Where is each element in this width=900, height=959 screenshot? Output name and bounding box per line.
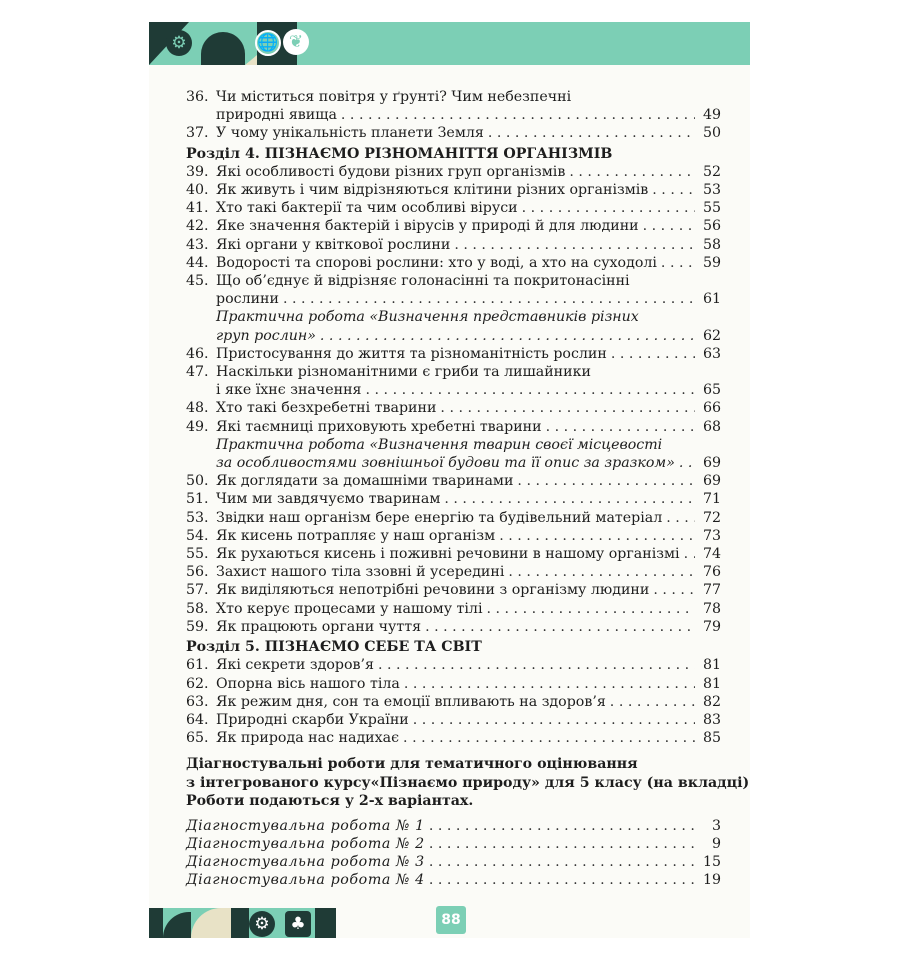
entry-title: груп рослин» bbox=[216, 327, 316, 344]
toc-entry[interactable] bbox=[186, 199, 721, 217]
entry-number: 49. bbox=[186, 418, 209, 435]
dot-leader bbox=[425, 817, 695, 835]
entry-title: Як доглядати за домашніми тваринами bbox=[216, 473, 514, 490]
section-heading: Розділ 4. ПІЗНАЄМО РІЗНОМАНІТТЯ ОРГАНІЗМІВ bbox=[186, 145, 613, 162]
entry-title: за особливостями зовнішньої будови та її опис за зразком» bbox=[216, 455, 675, 472]
entry-number: 64. bbox=[186, 711, 209, 728]
entry-page: 81 bbox=[702, 657, 721, 674]
entry-title: Яке значення бактерій і вірусів у природі й для людини bbox=[216, 218, 639, 235]
entry-page: 9 bbox=[711, 836, 721, 853]
entry-number: 62. bbox=[186, 675, 209, 692]
entry-title: Звідки наш організм бере енергію та будівельний матеріал bbox=[216, 509, 663, 526]
entry-title: У чому унікальність планети Земля bbox=[216, 125, 484, 142]
deco-shape bbox=[163, 912, 191, 938]
tree-icon: ♣ bbox=[285, 911, 311, 937]
dot-leader bbox=[374, 656, 695, 674]
entry-page: 3 bbox=[711, 817, 721, 834]
entry-number: 41. bbox=[186, 200, 209, 217]
toc-entry[interactable] bbox=[186, 581, 721, 599]
globe-icon: 🌐 bbox=[255, 30, 281, 56]
toc-entry[interactable] bbox=[186, 272, 721, 290]
toc-entry[interactable] bbox=[186, 88, 721, 106]
dot-leader bbox=[542, 418, 695, 436]
diagnostic-list bbox=[186, 817, 721, 890]
practical-work-entry[interactable] bbox=[186, 436, 721, 454]
dot-leader bbox=[606, 693, 695, 711]
deco-shape bbox=[315, 908, 336, 938]
entry-page: 76 bbox=[702, 564, 721, 581]
dot-leader bbox=[680, 545, 695, 563]
toc-entry[interactable] bbox=[186, 600, 721, 618]
toc-entry[interactable] bbox=[186, 693, 721, 711]
toc-entry[interactable] bbox=[186, 527, 721, 545]
entry-title: Як живуть і чим відрізняються клітини різних організмів bbox=[216, 182, 649, 199]
entry-page: 72 bbox=[702, 509, 721, 526]
toc-entry[interactable] bbox=[186, 418, 721, 436]
toc-entry[interactable] bbox=[186, 124, 721, 142]
entry-number: 36. bbox=[186, 89, 209, 105]
toc-entry[interactable] bbox=[186, 545, 721, 563]
dot-leader bbox=[565, 163, 695, 181]
entry-page: 66 bbox=[702, 400, 721, 417]
diagnostic-heading bbox=[186, 755, 750, 811]
dot-leader bbox=[436, 399, 695, 417]
toc-entry[interactable] bbox=[186, 399, 721, 417]
entry-page: 77 bbox=[702, 582, 721, 599]
entry-page: 49 bbox=[702, 107, 721, 124]
entry-title: Діагностувальна робота № 2 bbox=[186, 836, 425, 853]
entry-number: 63. bbox=[186, 693, 209, 710]
entry-title: Як природа нас надихає bbox=[216, 730, 400, 747]
toc-entry[interactable] bbox=[186, 675, 721, 693]
entry-page: 63 bbox=[702, 345, 721, 362]
entry-number: 42. bbox=[186, 218, 209, 235]
entry-page: 58 bbox=[702, 236, 721, 253]
dot-leader bbox=[649, 581, 695, 599]
entry-page: 52 bbox=[702, 163, 721, 180]
dot-leader bbox=[421, 618, 695, 636]
toc-entry[interactable] bbox=[186, 656, 721, 674]
entry-title: Захист нашого тіла ззовні й усередині bbox=[216, 564, 505, 581]
dot-leader bbox=[362, 381, 695, 399]
entry-title: Як працюють органи чуття bbox=[216, 618, 422, 635]
toc-entry[interactable] bbox=[186, 163, 721, 181]
toc-entry[interactable] bbox=[186, 472, 721, 490]
entry-page: 55 bbox=[702, 200, 721, 217]
entry-page: 68 bbox=[702, 418, 721, 435]
toc-entry[interactable] bbox=[186, 345, 721, 363]
entry-title: Діагностувальна робота № 3 bbox=[186, 854, 425, 871]
dot-leader bbox=[662, 509, 695, 527]
toc-entry[interactable] bbox=[186, 618, 721, 636]
entry-title: Практична робота «Визначення представників різних bbox=[216, 309, 639, 326]
entry-title: Як режим дня, сон та емоції впливають на здоров’я bbox=[216, 693, 606, 710]
toc-entry[interactable] bbox=[186, 563, 721, 581]
entry-page: 53 bbox=[702, 182, 721, 199]
entry-page: 19 bbox=[702, 872, 721, 889]
entry-number: 58. bbox=[186, 600, 209, 617]
entry-page: 83 bbox=[702, 711, 721, 728]
entry-title: Чим ми завдячуємо тваринам bbox=[216, 491, 441, 508]
entry-number: 48. bbox=[186, 400, 209, 417]
entry-title: Діагностувальна робота № 1 bbox=[186, 817, 425, 834]
dot-leader bbox=[657, 254, 695, 272]
entry-number: 50. bbox=[186, 473, 209, 490]
gear-icon: ⚙ bbox=[249, 911, 275, 937]
entry-page: 81 bbox=[702, 675, 721, 692]
leaf-icon: ❦ bbox=[283, 29, 309, 55]
diagnostic-heading-line: Роботи подаються у 2-х варіантах. bbox=[186, 793, 474, 810]
gear-icon: ⚙ bbox=[166, 30, 192, 56]
entry-page: 50 bbox=[702, 125, 721, 142]
dot-leader bbox=[675, 454, 695, 472]
dot-leader bbox=[495, 527, 695, 545]
toc-entry[interactable] bbox=[186, 236, 721, 254]
entry-title: рослини bbox=[216, 291, 279, 308]
entry-number: 65. bbox=[186, 730, 209, 747]
entry-number: 51. bbox=[186, 491, 209, 508]
toc-entry[interactable] bbox=[186, 490, 721, 508]
dot-leader bbox=[518, 199, 695, 217]
page-number: 88 bbox=[436, 906, 466, 934]
entry-title: Чи міститься повітря у ґрунті? Чим небезпечні bbox=[216, 89, 572, 105]
dot-leader bbox=[440, 490, 695, 508]
toc-entry-continued[interactable] bbox=[186, 454, 721, 472]
toc-entry[interactable] bbox=[186, 729, 721, 747]
entry-title: Які органи у квіткової рослини bbox=[216, 236, 451, 253]
deco-shape bbox=[231, 908, 249, 938]
dot-leader bbox=[409, 711, 695, 729]
entry-page: 59 bbox=[702, 254, 721, 271]
deco-shape bbox=[191, 908, 231, 938]
dot-leader bbox=[504, 563, 695, 581]
entry-number: 43. bbox=[186, 236, 209, 253]
entry-page: 56 bbox=[702, 218, 721, 235]
entry-page: 82 bbox=[702, 693, 721, 710]
diagnostic-entry[interactable] bbox=[186, 835, 721, 853]
entry-number: 45. bbox=[186, 273, 209, 290]
entry-number: 39. bbox=[186, 163, 209, 180]
entry-title: Практична робота «Визначення тварин своєї місцевості bbox=[216, 436, 663, 453]
dot-leader bbox=[425, 835, 695, 853]
dot-leader bbox=[400, 675, 695, 693]
entry-page: 61 bbox=[702, 291, 721, 308]
entry-number: 55. bbox=[186, 546, 209, 563]
entry-page: 62 bbox=[702, 327, 721, 344]
entry-number: 47. bbox=[186, 364, 209, 381]
entry-title: Які особливості будови різних груп організмів bbox=[216, 163, 566, 180]
entry-number: 40. bbox=[186, 182, 209, 199]
entry-page: 69 bbox=[702, 455, 721, 472]
toc-entry[interactable] bbox=[186, 217, 721, 235]
practical-work-entry[interactable] bbox=[186, 308, 721, 326]
entry-page: 73 bbox=[702, 527, 721, 544]
entry-title: Які секрети здоров’я bbox=[216, 657, 374, 674]
entry-page: 78 bbox=[702, 600, 721, 617]
header-decoration bbox=[149, 22, 750, 65]
entry-page: 85 bbox=[702, 730, 721, 747]
toc-entry[interactable] bbox=[186, 711, 721, 729]
diagnostic-entry[interactable] bbox=[186, 853, 721, 871]
entry-title: Які таємниці приховують хребетні тварини bbox=[216, 418, 542, 435]
deco-shape bbox=[149, 908, 163, 938]
dot-leader bbox=[513, 472, 695, 490]
entry-page: 71 bbox=[702, 491, 721, 508]
entry-page: 15 bbox=[702, 854, 721, 871]
entry-title: Опорна вісь нашого тіла bbox=[216, 675, 400, 692]
entry-title: Діагностувальна робота № 4 bbox=[186, 872, 425, 889]
entry-page: 74 bbox=[702, 546, 721, 563]
toc-entry-continued[interactable] bbox=[186, 327, 721, 345]
table-of-contents bbox=[186, 88, 750, 890]
entry-title: Пристосування до життя та різноманітність рослин bbox=[216, 345, 607, 362]
toc-entry[interactable] bbox=[186, 254, 721, 272]
dot-leader bbox=[639, 217, 695, 235]
entry-title: Як кисень потрапляє у наш організм bbox=[216, 527, 496, 544]
toc-entry[interactable] bbox=[186, 181, 721, 199]
dot-leader bbox=[279, 290, 695, 308]
section-heading: Розділ 5. ПІЗНАЄМО СЕБЕ ТА СВІТ bbox=[186, 639, 482, 656]
entry-page: 79 bbox=[702, 618, 721, 635]
entry-title: Хто такі бактерії та чим особливі віруси bbox=[216, 200, 518, 217]
entry-title: Як рухаються кисень і поживні речовини в нашому організмі bbox=[216, 546, 680, 563]
diagnostic-heading-line: з інтегрованого курсу«Пізнаємо природу» для 5 класу (на вкладці) bbox=[186, 774, 750, 791]
deco-shape bbox=[201, 32, 245, 65]
entry-title: Водорості та спорові рослини: хто у воді, а хто на суходолі bbox=[216, 254, 657, 271]
dot-leader bbox=[425, 853, 695, 871]
dot-leader bbox=[399, 729, 695, 747]
entry-title: Що об’єднує й відрізняє голонасінні та покритонасінні bbox=[216, 273, 630, 290]
toc-entry[interactable] bbox=[186, 509, 721, 527]
entry-number: 44. bbox=[186, 254, 209, 271]
toc-entry-continued[interactable] bbox=[186, 106, 721, 124]
entry-title: Хто такі безхребетні тварини bbox=[216, 400, 437, 417]
entry-number: 59. bbox=[186, 618, 209, 635]
entry-number: 57. bbox=[186, 582, 209, 599]
entry-number: 53. bbox=[186, 509, 209, 526]
dot-leader bbox=[648, 181, 695, 199]
entry-number: 37. bbox=[186, 125, 209, 142]
footer-decoration bbox=[149, 908, 336, 938]
entry-title: Наскільки різноманітними є гриби та лишайники bbox=[216, 364, 591, 381]
toc-entry-continued[interactable] bbox=[186, 290, 721, 308]
diagnostic-entry[interactable] bbox=[186, 817, 721, 835]
entry-page: 65 bbox=[702, 382, 721, 399]
entry-title: Як виділяються непотрібні речовини з організму людини bbox=[216, 582, 650, 599]
dot-leader bbox=[425, 871, 695, 889]
entry-number: 61. bbox=[186, 657, 209, 674]
dot-leader bbox=[337, 106, 695, 124]
entry-page: 69 bbox=[702, 473, 721, 490]
dot-leader bbox=[316, 327, 695, 345]
entry-title: Хто керує процесами у нашому тілі bbox=[216, 600, 483, 617]
entry-title: Природні скарби України bbox=[216, 711, 409, 728]
toc-entry-continued[interactable] bbox=[186, 381, 721, 399]
toc-entry[interactable] bbox=[186, 363, 721, 381]
dot-leader bbox=[450, 236, 695, 254]
entry-title: і яке їхнє значення bbox=[216, 382, 362, 399]
dot-leader bbox=[483, 600, 696, 618]
diagnostic-entry[interactable] bbox=[186, 871, 721, 889]
entry-number: 46. bbox=[186, 345, 209, 362]
entry-number: 56. bbox=[186, 564, 209, 581]
diagnostic-heading-line: Діагностувальні роботи для тематичного оцінювання bbox=[186, 756, 638, 773]
entry-title: природні явища bbox=[216, 107, 337, 124]
dot-leader bbox=[607, 345, 695, 363]
entry-number: 54. bbox=[186, 527, 209, 544]
dot-leader bbox=[484, 124, 695, 142]
